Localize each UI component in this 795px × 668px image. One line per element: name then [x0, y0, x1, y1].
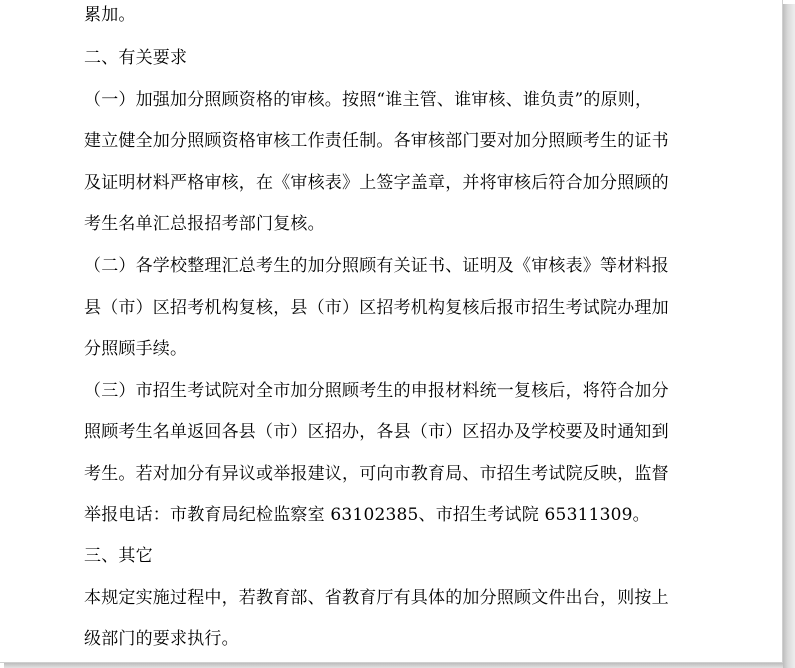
text-line-15: 本规定实施过程中，若教育部、省教育厅有具体的加分照顾文件出台，则按上 — [84, 588, 669, 608]
text-line-9: 分照顾手续。 — [84, 339, 188, 359]
text-line-13: 举报电话：市教育局纪检监察室 63102385、市招生考试院 65311309。 — [84, 505, 650, 525]
text-line-5: 及证明材料严格审核，在《审核表》上签字盖章，并将审核后符合加分照顾的 — [84, 173, 669, 193]
page-shadow-bottom — [4, 663, 783, 668]
page-shadow-right — [783, 4, 795, 668]
text-line-3: （一）加强加分照顾资格的审核。按照“谁主管、谁审核、谁负责”的原则， — [84, 90, 653, 110]
text-line-11: 照顾考生名单返回各县（市）区招办，各县（市）区招办及学校要及时通知到 — [84, 422, 669, 442]
text-line-16: 级部门的要求执行。 — [84, 629, 239, 649]
text-line-8: 县（市）区招考机构复核，县（市）区招考机构复核后报市招生考试院办理加 — [84, 298, 669, 318]
text-line-7: （二）各学校整理汇总考生的加分照顾有关证书、证明及《审核表》等材料报 — [84, 256, 669, 276]
text-line-1: 累加。 — [84, 5, 136, 25]
text-line-4: 建立健全加分照顾资格审核工作责任制。各审核部门要对加分照顾考生的证书 — [84, 131, 669, 151]
text-line-12: 考生。若对加分有异议或举报建议，可向市教育局、市招生考试院反映，监督 — [84, 464, 669, 484]
section-heading-other: 三、其它 — [84, 546, 153, 566]
text-line-6: 考生名单汇总报招考部门复核。 — [84, 214, 325, 234]
text-line-10: （三）市招生考试院对全市加分照顾考生的申报材料统一复核后，将符合加分 — [84, 381, 669, 401]
section-heading-requirements: 二、有关要求 — [84, 48, 188, 68]
